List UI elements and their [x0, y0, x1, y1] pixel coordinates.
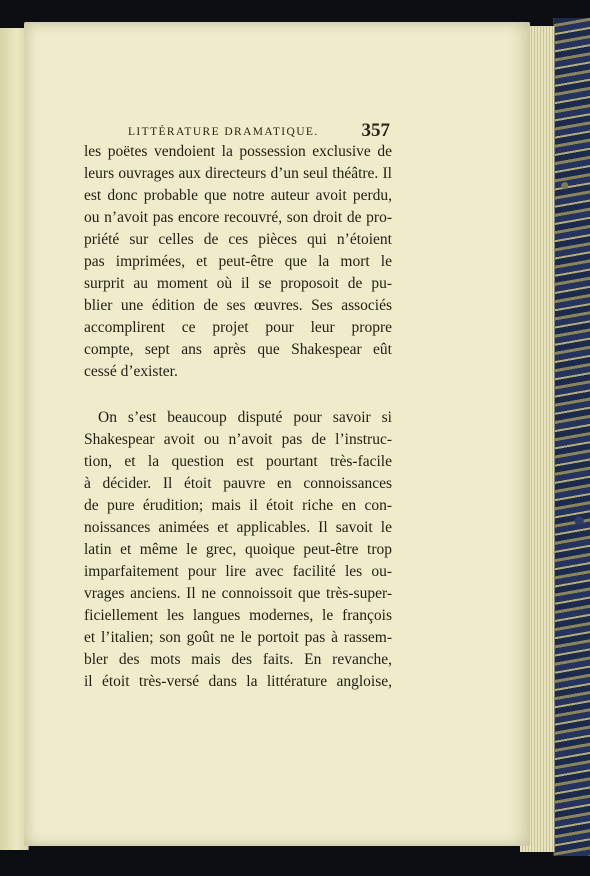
text-line: les poëtes vendoient la possession exclusive de: [84, 143, 392, 160]
text-line: tion, et la question est pourtant très-facile: [84, 453, 392, 470]
text-line: blier une édition de ses œuvres. Ses associés: [84, 297, 392, 314]
text-line: On s’est beaucoup disputé pour savoir si: [98, 409, 392, 426]
text-line: bler des mots mais des faits. En revanche,: [84, 651, 392, 668]
text-line: de pure érudition; mais il étoit riche en con-: [84, 497, 392, 514]
text-line: latin et même le grec, quoique peut-être trop: [84, 541, 392, 558]
paragraph: [84, 407, 392, 693]
text-line: noissances animées et applicables. Il savoit le: [84, 519, 392, 536]
text-line: priété sur celles de ces pièces qui n’étoient: [84, 231, 392, 248]
text-line: est donc probable que notre auteur avoit perdu,: [84, 187, 392, 204]
text-line: à décider. Il étoit pauvre en connoissances: [84, 475, 392, 492]
page-number: 357: [361, 120, 390, 141]
text-line: accomplirent ce projet pour leur propre: [84, 319, 392, 336]
text-line: ou n’avoit pas encore recouvré, son droit de pro-: [84, 209, 392, 226]
running-title: LITTÉRATURE DRAMATIQUE.: [128, 126, 319, 138]
text-line: leurs ouvrages aux directeurs d’un seul théâtre. Il: [84, 165, 392, 182]
running-head: [128, 120, 390, 142]
text-line: vrages anciens. Il ne connoissoit que très-super-: [84, 585, 392, 602]
paragraph: [84, 141, 392, 383]
text-line: et l’italien; son goût ne le portoit pas à rassem-: [84, 629, 392, 646]
text-line: pas imprimées, et peut-être que la mort le: [84, 253, 392, 270]
text-line: compte, sept ans après que Shakespear eût: [84, 341, 392, 358]
body-text: [84, 141, 392, 693]
text-line: il étoit très-versé dans la littérature angloise,: [84, 673, 392, 690]
text-line: imparfaitement pour lire avec facilité les ou-: [84, 563, 392, 580]
paragraph-gap: [84, 383, 392, 407]
marbled-endpaper: [553, 18, 590, 856]
text-line: Shakespear avoit ou n’avoit pas de l’instruc-: [84, 431, 392, 448]
text-line: ficiellement les langues modernes, le françois: [84, 607, 392, 624]
text-line: surprit au moment où il se proposoit de pu-: [84, 275, 392, 292]
text-line: cessé d’exister.: [84, 363, 178, 380]
